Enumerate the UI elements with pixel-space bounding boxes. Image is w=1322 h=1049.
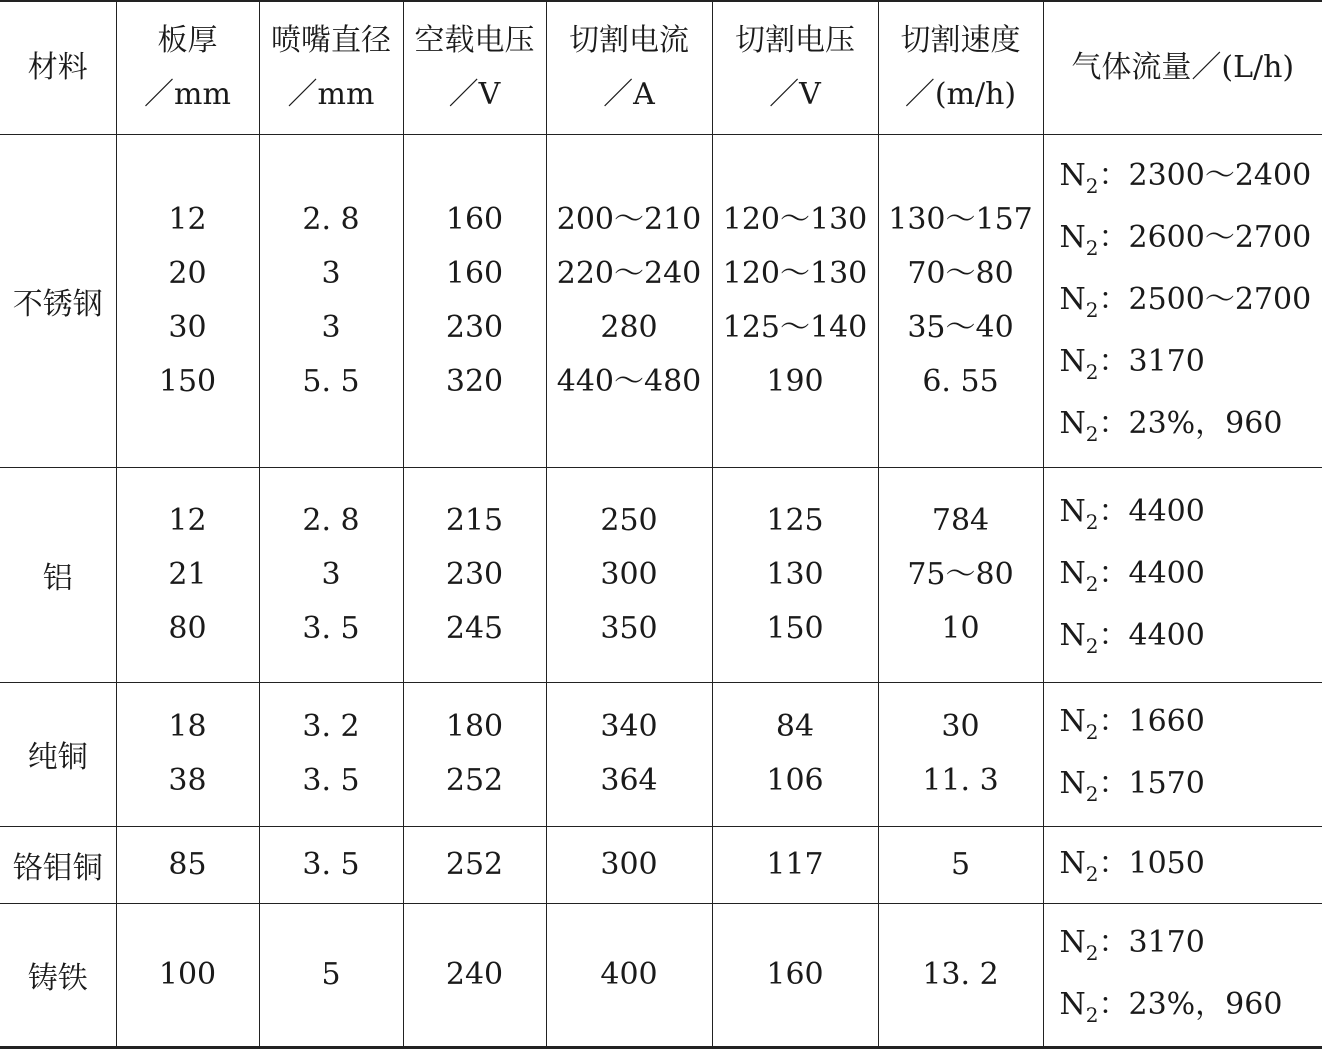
header-cutting-voltage-title: 切割电压 <box>713 14 878 68</box>
cutting-current-cell <box>546 682 712 826</box>
header-open-circuit-voltage <box>403 1 546 134</box>
header-cutting-current <box>546 1 712 134</box>
cutting-current-cell <box>546 826 712 903</box>
open-circuit-voltage-value: 160 <box>404 193 546 247</box>
open-circuit-voltage-value: 252 <box>404 838 546 892</box>
cutting-speed-value: 10 <box>879 602 1043 656</box>
cutting-speed-value: 70～80 <box>879 247 1043 301</box>
nozzle-diameter-value: 3. 5 <box>260 754 403 808</box>
open-circuit-voltage-value: 252 <box>404 754 546 808</box>
gas-subscript: 2 <box>1086 572 1099 596</box>
open-circuit-voltage-value: 245 <box>404 602 546 656</box>
open-circuit-voltage-value: 180 <box>404 700 546 754</box>
thickness-value: 12 <box>117 193 259 247</box>
gas-flow-entry <box>1060 544 1322 606</box>
gas-symbol: N <box>1060 556 1086 591</box>
gas-subscript: 2 <box>1086 174 1099 198</box>
gas-flow-entry <box>1060 754 1322 816</box>
gas-flow-cell <box>1043 682 1322 826</box>
gas-symbol: N <box>1060 282 1086 317</box>
header-cutting-speed-unit: ／(m/h) <box>879 68 1043 122</box>
cutting-voltage-cell <box>712 682 878 826</box>
cutting-current-cell <box>546 903 712 1047</box>
gas-subscript: 2 <box>1086 510 1099 534</box>
gas-symbol: N <box>1060 406 1086 441</box>
thickness-cell <box>116 467 259 682</box>
nozzle-diameter-value: 3 <box>260 548 403 602</box>
gas-flow-value: ：3170 <box>1098 344 1204 379</box>
cutting-speed-cell <box>878 682 1043 826</box>
gas-subscript: 2 <box>1086 236 1099 260</box>
table-row <box>0 903 1322 1047</box>
nozzle-diameter-value: 5. 5 <box>260 355 403 409</box>
gas-subscript: 2 <box>1086 634 1099 658</box>
gas-subscript: 2 <box>1086 422 1099 446</box>
thickness-value: 150 <box>117 355 259 409</box>
thickness-cell <box>116 826 259 903</box>
gas-flow-value: ：1570 <box>1098 766 1204 801</box>
nozzle-diameter-cell <box>259 826 403 903</box>
gas-symbol: N <box>1060 158 1086 193</box>
cutting-speed-value: 784 <box>879 494 1043 548</box>
open-circuit-voltage-cell <box>403 134 546 467</box>
cutting-voltage-value: 190 <box>713 355 878 409</box>
cutting-speed-value: 35～40 <box>879 301 1043 355</box>
open-circuit-voltage-cell <box>403 903 546 1047</box>
gas-flow-entry <box>1060 208 1322 270</box>
gas-flow-entry <box>1060 913 1322 975</box>
gas-flow-entry <box>1060 332 1322 394</box>
gas-flow-value: ：2600～2700 <box>1098 220 1311 255</box>
header-open-circuit-voltage-title: 空载电压 <box>404 14 546 68</box>
open-circuit-voltage-cell <box>403 682 546 826</box>
thickness-cell <box>116 134 259 467</box>
cutting-voltage-value: 117 <box>713 838 878 892</box>
header-cutting-voltage <box>712 1 878 134</box>
material-cell: 纯铜 <box>0 682 116 826</box>
gas-flow-entry <box>1060 834 1322 896</box>
cutting-current-value: 440～480 <box>547 355 712 409</box>
cutting-voltage-value: 125～140 <box>713 301 878 355</box>
gas-subscript: 2 <box>1086 941 1099 965</box>
gas-subscript: 2 <box>1086 782 1099 806</box>
open-circuit-voltage-value: 160 <box>404 247 546 301</box>
table-row <box>0 682 1322 826</box>
nozzle-diameter-value: 2. 8 <box>260 193 403 247</box>
cutting-current-value: 300 <box>547 838 712 892</box>
cutting-speed-value: 5 <box>879 838 1043 892</box>
gas-subscript: 2 <box>1086 720 1099 744</box>
thickness-cell <box>116 682 259 826</box>
header-cutting-current-unit: ／A <box>547 68 712 122</box>
header-material-title: 材料 <box>0 41 116 95</box>
gas-flow-entry <box>1060 146 1322 208</box>
cutting-speed-value: 75～80 <box>879 548 1043 602</box>
cutting-voltage-cell <box>712 134 878 467</box>
cutting-current-value: 220～240 <box>547 247 712 301</box>
open-circuit-voltage-cell <box>403 826 546 903</box>
thickness-value: 80 <box>117 602 259 656</box>
gas-symbol: N <box>1060 846 1086 881</box>
thickness-cell <box>116 903 259 1047</box>
nozzle-diameter-cell <box>259 682 403 826</box>
header-thickness <box>116 1 259 134</box>
gas-flow-entry <box>1060 270 1322 332</box>
header-nozzle-diameter-title: 喷嘴直径 <box>260 14 403 68</box>
thickness-value: 85 <box>117 838 259 892</box>
header-nozzle-diameter <box>259 1 403 134</box>
cutting-voltage-value: 84 <box>713 700 878 754</box>
gas-flow-value: ：4400 <box>1098 556 1204 591</box>
cutting-voltage-value: 125 <box>713 494 878 548</box>
gas-flow-entry <box>1060 482 1322 544</box>
header-nozzle-diameter-unit: ／mm <box>260 68 403 122</box>
gas-flow-entry <box>1060 394 1322 456</box>
gas-flow-value: ：2300～2400 <box>1098 158 1311 193</box>
thickness-value: 21 <box>117 548 259 602</box>
cutting-voltage-cell <box>712 826 878 903</box>
cutting-voltage-value: 130 <box>713 548 878 602</box>
gas-symbol: N <box>1060 618 1086 653</box>
cutting-voltage-value: 160 <box>713 948 878 1002</box>
cutting-current-value: 340 <box>547 700 712 754</box>
nozzle-diameter-value: 5 <box>260 948 403 1002</box>
gas-flow-entry <box>1060 692 1322 754</box>
header-open-circuit-voltage-unit: ／V <box>404 68 546 122</box>
open-circuit-voltage-cell <box>403 467 546 682</box>
cutting-current-cell <box>546 467 712 682</box>
header-material <box>0 1 116 134</box>
open-circuit-voltage-value: 240 <box>404 948 546 1002</box>
header-cutting-current-title: 切割电流 <box>547 14 712 68</box>
cutting-voltage-cell <box>712 467 878 682</box>
gas-flow-value: ：1050 <box>1098 846 1204 881</box>
cutting-voltage-value: 120～130 <box>713 247 878 301</box>
open-circuit-voltage-value: 230 <box>404 301 546 355</box>
nozzle-diameter-value: 3 <box>260 301 403 355</box>
cutting-speed-cell <box>878 903 1043 1047</box>
gas-flow-cell <box>1043 134 1322 467</box>
material-cell: 不锈钢 <box>0 134 116 467</box>
cutting-voltage-cell <box>712 903 878 1047</box>
gas-flow-value: ：4400 <box>1098 494 1204 529</box>
header-thickness-title: 板厚 <box>117 14 259 68</box>
header-gas-flow <box>1043 1 1322 134</box>
gas-flow-value: ：23%，960 <box>1098 406 1282 441</box>
cutting-current-value: 200～210 <box>547 193 712 247</box>
material-cell: 铬钼铜 <box>0 826 116 903</box>
cutting-speed-cell <box>878 467 1043 682</box>
table-row <box>0 134 1322 467</box>
cutting-speed-value: 130～157 <box>879 193 1043 247</box>
thickness-value: 38 <box>117 754 259 808</box>
cutting-speed-cell <box>878 826 1043 903</box>
nozzle-diameter-value: 2. 8 <box>260 494 403 548</box>
cutting-current-value: 400 <box>547 948 712 1002</box>
cutting-current-value: 280 <box>547 301 712 355</box>
gas-flow-value: ：3170 <box>1098 925 1204 960</box>
nozzle-diameter-cell <box>259 467 403 682</box>
cutting-current-value: 350 <box>547 602 712 656</box>
nozzle-diameter-cell <box>259 134 403 467</box>
open-circuit-voltage-value: 215 <box>404 494 546 548</box>
cutting-speed-value: 6. 55 <box>879 355 1043 409</box>
cutting-speed-value: 30 <box>879 700 1043 754</box>
gas-symbol: N <box>1060 220 1086 255</box>
cutting-speed-value: 13. 2 <box>879 948 1043 1002</box>
gas-flow-value: ：1660 <box>1098 704 1204 739</box>
header-gas-flow-title: 气体流量／(L/h) <box>1044 41 1322 95</box>
gas-symbol: N <box>1060 344 1086 379</box>
table-row <box>0 826 1322 903</box>
thickness-value: 20 <box>117 247 259 301</box>
gas-flow-entry <box>1060 606 1322 668</box>
gas-symbol: N <box>1060 925 1086 960</box>
cutting-voltage-value: 120～130 <box>713 193 878 247</box>
thickness-value: 100 <box>117 948 259 1002</box>
gas-flow-entry <box>1060 975 1322 1037</box>
gas-flow-cell <box>1043 826 1322 903</box>
cutting-speed-cell <box>878 134 1043 467</box>
gas-symbol: N <box>1060 494 1086 529</box>
gas-symbol: N <box>1060 766 1086 801</box>
thickness-value: 30 <box>117 301 259 355</box>
thickness-value: 12 <box>117 494 259 548</box>
open-circuit-voltage-value: 230 <box>404 548 546 602</box>
gas-flow-cell <box>1043 903 1322 1047</box>
gas-subscript: 2 <box>1086 298 1099 322</box>
header-cutting-speed-title: 切割速度 <box>879 14 1043 68</box>
cutting-voltage-value: 150 <box>713 602 878 656</box>
nozzle-diameter-value: 3. 2 <box>260 700 403 754</box>
thickness-value: 18 <box>117 700 259 754</box>
cutting-current-value: 300 <box>547 548 712 602</box>
nozzle-diameter-value: 3 <box>260 247 403 301</box>
nozzle-diameter-value: 3. 5 <box>260 838 403 892</box>
nozzle-diameter-value: 3. 5 <box>260 602 403 656</box>
cutting-current-value: 364 <box>547 754 712 808</box>
gas-symbol: N <box>1060 987 1086 1022</box>
cutting-speed-value: 11. 3 <box>879 754 1043 808</box>
cutting-current-cell <box>546 134 712 467</box>
cutting-voltage-value: 106 <box>713 754 878 808</box>
header-row <box>0 1 1322 134</box>
cutting-current-value: 250 <box>547 494 712 548</box>
table-row <box>0 467 1322 682</box>
header-cutting-speed <box>878 1 1043 134</box>
gas-flow-cell <box>1043 467 1322 682</box>
gas-flow-value: ：23%，960 <box>1098 987 1282 1022</box>
gas-symbol: N <box>1060 704 1086 739</box>
gas-subscript: 2 <box>1086 1003 1099 1027</box>
open-circuit-voltage-value: 320 <box>404 355 546 409</box>
gas-subscript: 2 <box>1086 862 1099 886</box>
header-cutting-voltage-unit: ／V <box>713 68 878 122</box>
gas-subscript: 2 <box>1086 360 1099 384</box>
header-thickness-unit: ／mm <box>117 68 259 122</box>
gas-flow-value: ：2500～2700 <box>1098 282 1311 317</box>
gas-flow-value: ：4400 <box>1098 618 1204 653</box>
material-cell: 铝 <box>0 467 116 682</box>
material-cell: 铸铁 <box>0 903 116 1047</box>
nozzle-diameter-cell <box>259 903 403 1047</box>
